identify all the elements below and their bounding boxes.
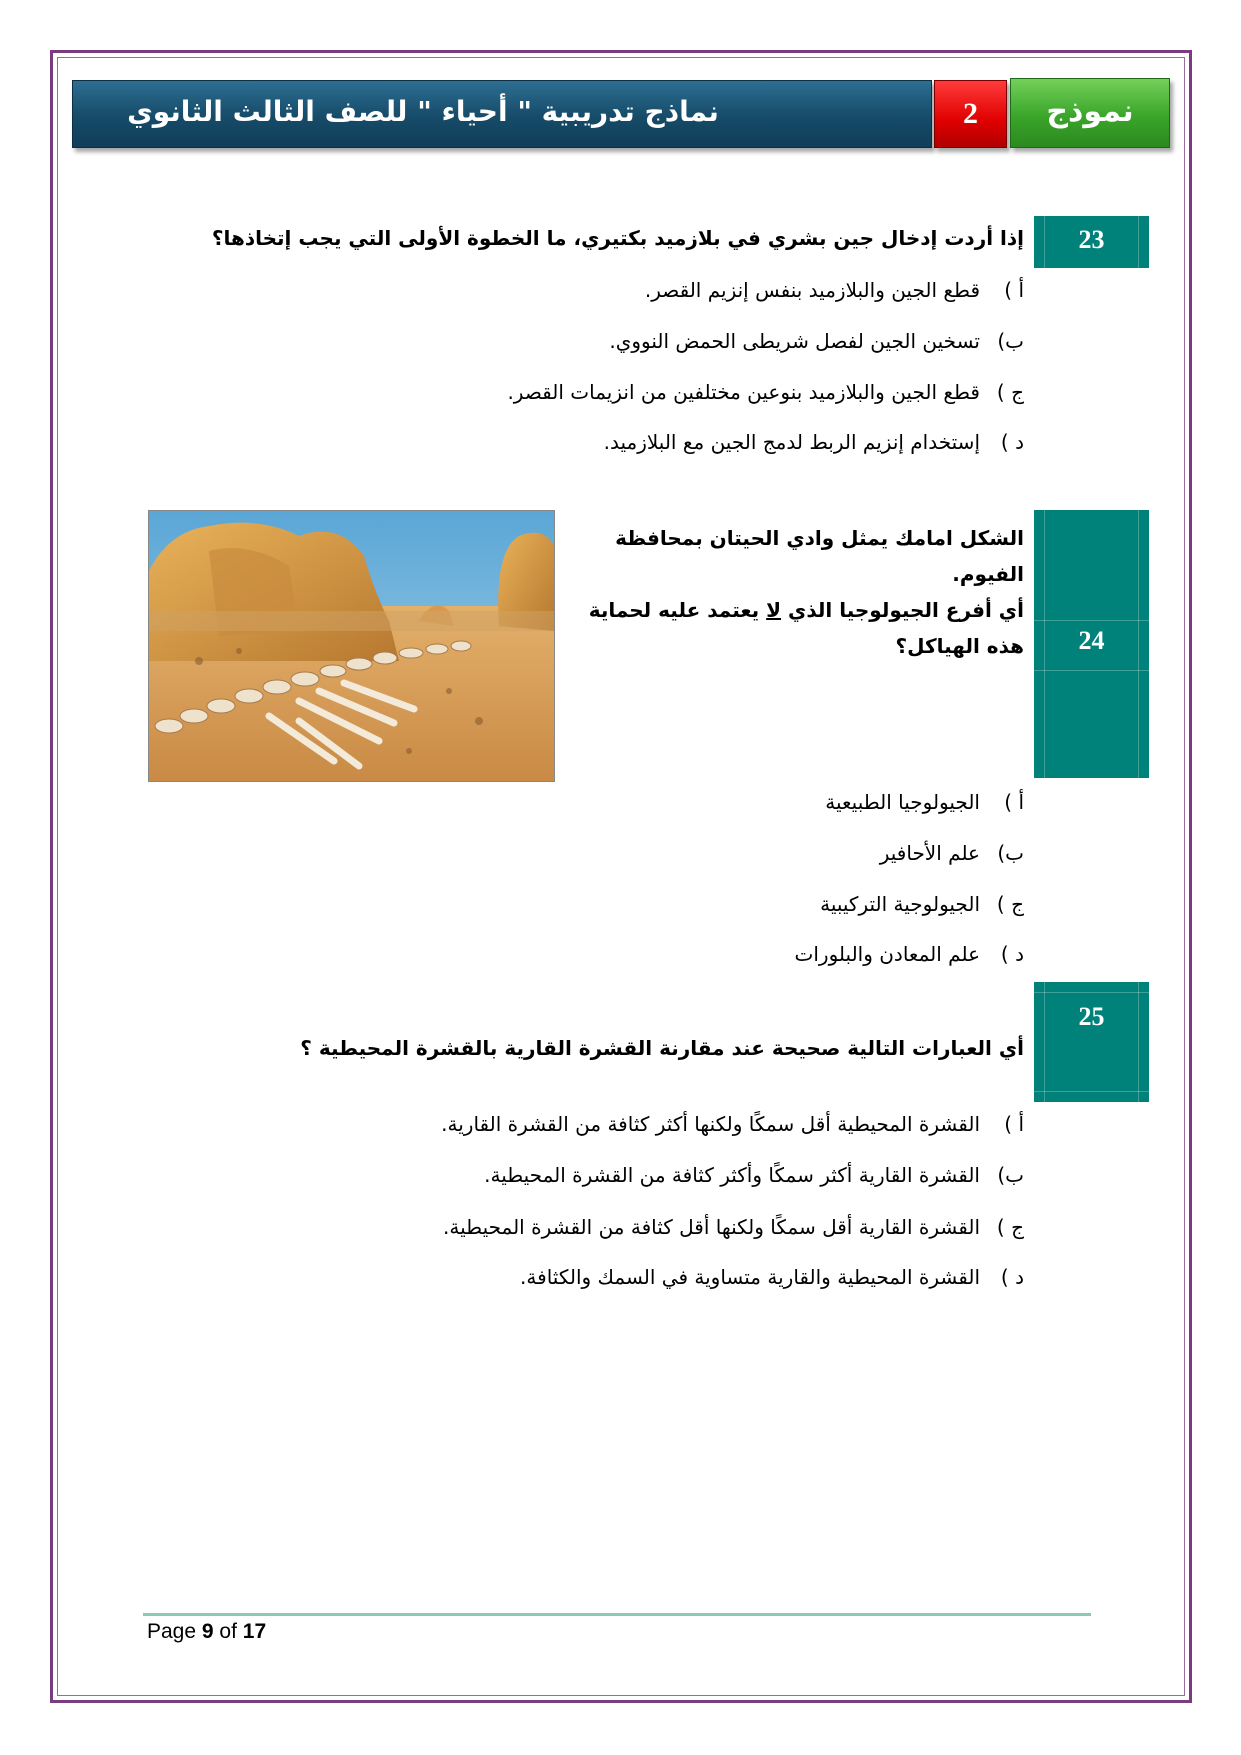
option[interactable] bbox=[645, 278, 1024, 302]
option-letter: ب) bbox=[997, 329, 1024, 353]
option[interactable] bbox=[484, 1163, 1024, 1187]
current-page: 9 bbox=[201, 1620, 214, 1643]
option[interactable] bbox=[443, 1215, 1024, 1239]
photo-illustration bbox=[149, 511, 554, 781]
option-text: القشرة المحيطية أقل سمكًا ولكنها أكثر كثافة من القشرة القارية. bbox=[441, 1112, 980, 1136]
whale-valley-photo bbox=[148, 510, 555, 782]
question-number: 24 bbox=[1078, 626, 1105, 655]
header-title-bar bbox=[72, 80, 932, 148]
option[interactable] bbox=[795, 942, 1024, 966]
option-text: القشرة القارية أقل سمكًا ولكنها أقل كثافة من القشرة المحيطية. bbox=[443, 1215, 980, 1239]
option-letter: د ) bbox=[1000, 430, 1024, 454]
option-letter: أ ) bbox=[1004, 790, 1024, 814]
model-number-badge: 2 bbox=[934, 80, 1007, 148]
option[interactable] bbox=[441, 1112, 1024, 1136]
option-text: قطع الجين والبلازميد بنوعين مختلفين من انزيمات القصر. bbox=[507, 380, 980, 404]
question-number-box bbox=[1034, 510, 1149, 778]
model-label-badge: نموذج bbox=[1010, 78, 1170, 148]
page-number bbox=[147, 1620, 266, 1644]
option[interactable] bbox=[880, 841, 1024, 865]
of-word: of bbox=[219, 1620, 237, 1643]
option-text: قطع الجين والبلازميد بنفس إنزيم القصر. bbox=[644, 278, 980, 302]
question-line: هذه الهياكل؟ bbox=[895, 634, 1024, 658]
question-line bbox=[574, 592, 1024, 628]
question-text: أي العبارات التالية صحيحة عند مقارنة القشرة القارية بالقشرة المحيطية ؟ bbox=[300, 1036, 1024, 1060]
option-letter: ب) bbox=[997, 1163, 1024, 1187]
option-text: علم الأحافير bbox=[879, 841, 980, 865]
option[interactable] bbox=[520, 1265, 1024, 1289]
option[interactable] bbox=[820, 892, 1024, 916]
option-text: القشرة المحيطية والقارية متساوية في السمك والكثافة. bbox=[520, 1265, 980, 1289]
option-text: إستخدام إنزيم الربط لدمج الجين مع البلازميد. bbox=[603, 430, 980, 454]
option-letter: أ ) bbox=[1004, 1112, 1024, 1136]
page-border-inner bbox=[57, 57, 1185, 1696]
option-letter: د ) bbox=[1000, 942, 1024, 966]
question-text: إذا أردت إدخال جين بشري في بلازميد بكتيري، ما الخطوة الأولى التي يجب إتخاذها؟ bbox=[211, 226, 1024, 250]
option-letter: ج ) bbox=[996, 892, 1024, 916]
option-letter: ج ) bbox=[996, 380, 1024, 404]
option[interactable] bbox=[825, 790, 1024, 814]
option-text: الجيولوجيا الطبيعية bbox=[825, 790, 980, 814]
question-number-box bbox=[1034, 216, 1149, 268]
footer-divider bbox=[143, 1613, 1091, 1616]
page-title: نماذج تدريبية " أحياء " للصف الثالث الثانوي bbox=[127, 95, 719, 128]
option-letter: د ) bbox=[1000, 1265, 1024, 1289]
option-text: الجيولوجية التركيبية bbox=[820, 892, 980, 916]
page-word: Page bbox=[147, 1620, 197, 1643]
option[interactable] bbox=[507, 380, 1024, 404]
negation-word: لا bbox=[766, 598, 782, 622]
question-fragment: أي أفرع الجيولوجيا الذي bbox=[781, 598, 1024, 622]
option-text: علم المعادن والبلورات bbox=[794, 942, 980, 966]
option-text: تسخين الجين لفصل شريطى الحمض النووي. bbox=[609, 329, 980, 353]
option[interactable] bbox=[604, 430, 1024, 454]
option-letter: أ ) bbox=[1004, 278, 1024, 302]
option-letter: ب) bbox=[997, 841, 1024, 865]
option-letter: ج ) bbox=[996, 1215, 1024, 1239]
option-text: القشرة القارية أكثر سمكًا وأكثر كثافة من القشرة المحيطية. bbox=[484, 1163, 980, 1187]
question-line: الشكل امامك يمثل وادي الحيتان بمحافظة الفيوم. bbox=[615, 526, 1024, 586]
question-fragment: يعتمد عليه لحماية bbox=[588, 598, 767, 622]
question-number-box bbox=[1034, 982, 1149, 1102]
question-number: 23 bbox=[1078, 225, 1105, 254]
option[interactable] bbox=[609, 329, 1024, 353]
question-text bbox=[574, 520, 1024, 664]
question-number: 25 bbox=[1078, 1002, 1105, 1031]
total-pages: 17 bbox=[242, 1620, 267, 1643]
